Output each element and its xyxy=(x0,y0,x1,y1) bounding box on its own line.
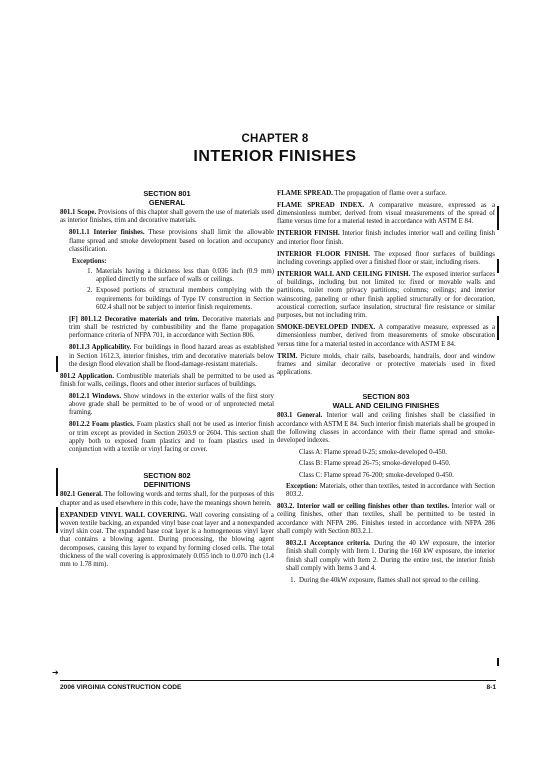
para-801-2-1-text: Show windows in the exterior walls of the first story above grade shall be permitted to be of wood or of unprotected metal framing. xyxy=(69,392,274,417)
definition-flame-spread-index xyxy=(277,202,495,227)
section-803-subtitle: WALL AND CEILING FINISHES xyxy=(332,400,440,410)
definition-term: TRIM. xyxy=(277,352,298,360)
acceptance-item: 1. During the 40kW exposure, flames shall not spread to the ceiling. xyxy=(297,577,495,585)
definition-text: The propagation of flame over a surface. xyxy=(332,190,447,197)
definition-interior-wall-ceiling-finish xyxy=(277,271,495,321)
definition-term: EXPANDED VINYL WALL COVERING. xyxy=(60,511,187,519)
definition-term: INTERIOR WALL AND CEILING FINISH. xyxy=(277,270,411,278)
para-801-2-label: 801.2 Application. xyxy=(60,372,114,380)
para-801-1-1 xyxy=(60,229,274,254)
change-bar xyxy=(497,206,499,230)
para-801-1-1-text: These provisions shall limit the allowable flame spread and smoke development based on location and occupancy classification. xyxy=(69,229,274,253)
para-803-2 xyxy=(277,503,495,536)
change-bar xyxy=(56,356,58,372)
para-803-1 xyxy=(277,412,495,445)
change-bar xyxy=(497,658,499,666)
para-801-1 xyxy=(60,209,274,226)
footer-rule xyxy=(60,680,496,681)
definition-interior-finish xyxy=(277,230,495,247)
definition-term: INTERIOR FINISH. xyxy=(277,230,340,238)
para-801-2-2-text: Foam plastics shall not be used as interior finish or trim except as provided in Section 2603.9 or 2604. This section shall apply both to exposed foam plastics and to foam plastics used in conjunction with a textile or vinyl facing or cover. xyxy=(69,421,274,454)
para-803-2-text: Interior wall or ceiling finishes, other than textiles, shall be permitted to be tested in accordance with NFPA 286. Finishes tested in accordance with NFPA 286 shall comply with Section 803.2.1. xyxy=(277,503,495,536)
exception-803-1-label: Exception: xyxy=(286,482,318,490)
para-801-2-1-label: 801.2.1 Windows. xyxy=(69,392,122,400)
class-a-line: Class A: Flame spread 0-25; smoke-developed 0-450. xyxy=(299,449,447,457)
para-801-1-2-text: Decorative materials and trim shall be restricted by combustibility and the flame propagation performance criteria of NFPA 701, in accordance with Section 806. xyxy=(69,315,274,340)
definition-term: SMOKE-DEVELOPED INDEX. xyxy=(277,324,376,332)
section-802-title: SECTION 802 xyxy=(143,471,191,481)
para-802-1-label: 802.1 General. xyxy=(60,491,103,499)
deletion-arrow-icon: ➔ xyxy=(52,668,59,677)
definition-term: FLAME SPREAD INDEX. xyxy=(277,201,365,209)
para-801-1-3 xyxy=(60,344,274,369)
change-bar xyxy=(56,468,58,496)
para-801-1-3-label: 801.1.3 Applicability. xyxy=(69,344,132,352)
para-801-2-1 xyxy=(60,393,274,418)
definition-text: The exposed interior surfaces of buildings, including but not limited to: fixed or movable walls and partitions, toilet room privacy partitions; columns; ceilings; and interior wainscoting, paneling or other finish applied structurally or for decoration, acoustical correction, surface insulation, structural fire resistance or similar purposes, but not including trim. xyxy=(277,270,495,320)
definition-smoke-developed-index xyxy=(277,324,495,349)
para-803-1-label: 803.1 General. xyxy=(277,412,323,420)
para-801-1-2 xyxy=(60,316,274,341)
para-802-1 xyxy=(60,491,274,508)
definition-text: The exposed floor surfaces of buildings including coverings applied over a finished floor or stair, including risers. xyxy=(277,250,495,266)
para-802-1-text: The following words and terms shall, for the purposes of this chapter and as used elsewhere in this code, have the meanings shown herein. xyxy=(60,491,274,507)
definition-interior-floor-finish xyxy=(277,251,495,268)
acceptance-items-list xyxy=(277,577,495,585)
para-801-2-text: Combustible materials shall be permitted to be used as finish for walls, ceilings, floors and other interior surfaces of buildings. xyxy=(60,372,275,388)
left-column xyxy=(60,190,274,573)
section-802-subtitle: DEFINITIONS xyxy=(143,479,191,489)
definition-flame-spread xyxy=(277,190,495,198)
right-column xyxy=(277,190,495,589)
exception-803-1 xyxy=(277,483,495,500)
para-801-2 xyxy=(60,373,274,390)
para-801-1-text: Provisions of this chapter shall govern the use of materials used as interior finishes, trim and decorative materials. xyxy=(60,209,274,225)
definition-text: A comparative measure, expressed as a dimensionless number, derived from measurements of smoke obscuration versus time for a material tested in accordance with ASTM E 84. xyxy=(277,324,495,348)
class-b-line: Class B: Flame spread 26-75; smoke-developed 0-450. xyxy=(299,460,451,468)
class-c-line: Class C: Flame spread 76-200; smoke-developed 0-450. xyxy=(299,471,454,479)
definition-expanded-vinyl xyxy=(60,512,274,570)
chapter-title: INTERIOR FINISHES xyxy=(193,148,357,165)
exceptions-label: Exceptions: xyxy=(72,257,107,265)
para-803-2-1-label: 803.2.1 Acceptance criteria. xyxy=(286,539,371,547)
para-801-2-2 xyxy=(60,421,274,454)
change-bar xyxy=(56,507,58,533)
section-801-subtitle: GENERAL xyxy=(148,197,186,207)
para-803-2-1-text: During the 40 kW exposure, the interior finish shall comply with Item 1. During the 160 kW exposure, the interior finish shall comply with Item 2. During the entire test, the interior finish shall comply with Items 3 and 4. xyxy=(286,539,496,572)
exception-item: 1. Materials having a thickness less than 0.036 inch (0.9 mm) applied directly to the surface of walls or ceilings. xyxy=(94,268,274,285)
definition-term: FLAME SPREAD. xyxy=(277,190,333,197)
definition-text: Interior finish includes interior wall and ceiling finish and interior floor finish. xyxy=(277,230,495,246)
definition-trim xyxy=(277,353,495,378)
definition-text: A comparative measure, expressed as a dimensionless number, derived from visual measurements of the spread of flame versus time for a material tested in accordance with ASTM E 84. xyxy=(277,201,496,226)
para-801-1-1-label: 801.1.1 Interior finishes. xyxy=(69,229,145,237)
para-801-1-3-text: For buildings in flood hazard areas as established in Section 1612.3, interior finishes, trim and decorative materials below the design flood elevation shall be flood-damage-resistant materials. xyxy=(69,344,274,368)
para-803-2-1 xyxy=(277,540,495,573)
change-bar xyxy=(497,316,499,340)
para-803-2-label: 803.2. Interior wall or ceiling finishes other than textiles. xyxy=(277,503,450,511)
footer-code-title: 2006 VIRGINIA CONSTRUCTION CODE xyxy=(60,684,182,691)
para-801-2-2-label: 801.2.2 Foam plastics. xyxy=(69,421,135,429)
para-801-1-label: 801.1 Scope. xyxy=(60,209,97,217)
chapter-number: CHAPTER 8 xyxy=(241,133,309,145)
section-801-title: SECTION 801 xyxy=(143,189,191,198)
exception-item: 2. Exposed portions of structural members complying with the requirements for buildings of Type IV construction in Section 602.4 shall not be subject to interior finish requirements. xyxy=(94,287,274,312)
definition-text: Picture molds, chair rails, baseboards, handrails, door and window frames and similar decorative or protective materials used in fixed applications. xyxy=(277,352,495,377)
para-803-1-text: Interior wall and ceiling finishes shall be classified in accordance with ASTM E 84. Such interior finish materials shall be grouped in the following classes in accordance with their flame spread and smoke-developed indexes. xyxy=(277,412,495,445)
exceptions-list xyxy=(60,268,274,312)
exception-803-1-text: Materials, other than textiles, tested in accordance with Section 803.2. xyxy=(286,482,495,499)
change-bar xyxy=(497,259,499,273)
definition-text: Wall covering consisting of a woven textile backing, an expanded vinyl base coat layer and a nonexpanded vinyl skin coat. The expanded base coat layer is a homogeneous vinyl layer that contains a blowing agent. During processing, the blowing agent decomposes, causing this layer to expand by forming closed cells. The total thickness of the wall covering is approximately 0.055 inch to 0.070 inch (1.4 mm to 1.78 mm). xyxy=(60,511,274,569)
section-803-title: SECTION 803 xyxy=(362,392,410,402)
page-number: 8-1 xyxy=(486,684,496,691)
definition-term: INTERIOR FLOOR FINISH. xyxy=(277,250,370,258)
para-801-1-2-label: [F] 801.1.2 Decorative materials and trim. xyxy=(69,315,200,323)
